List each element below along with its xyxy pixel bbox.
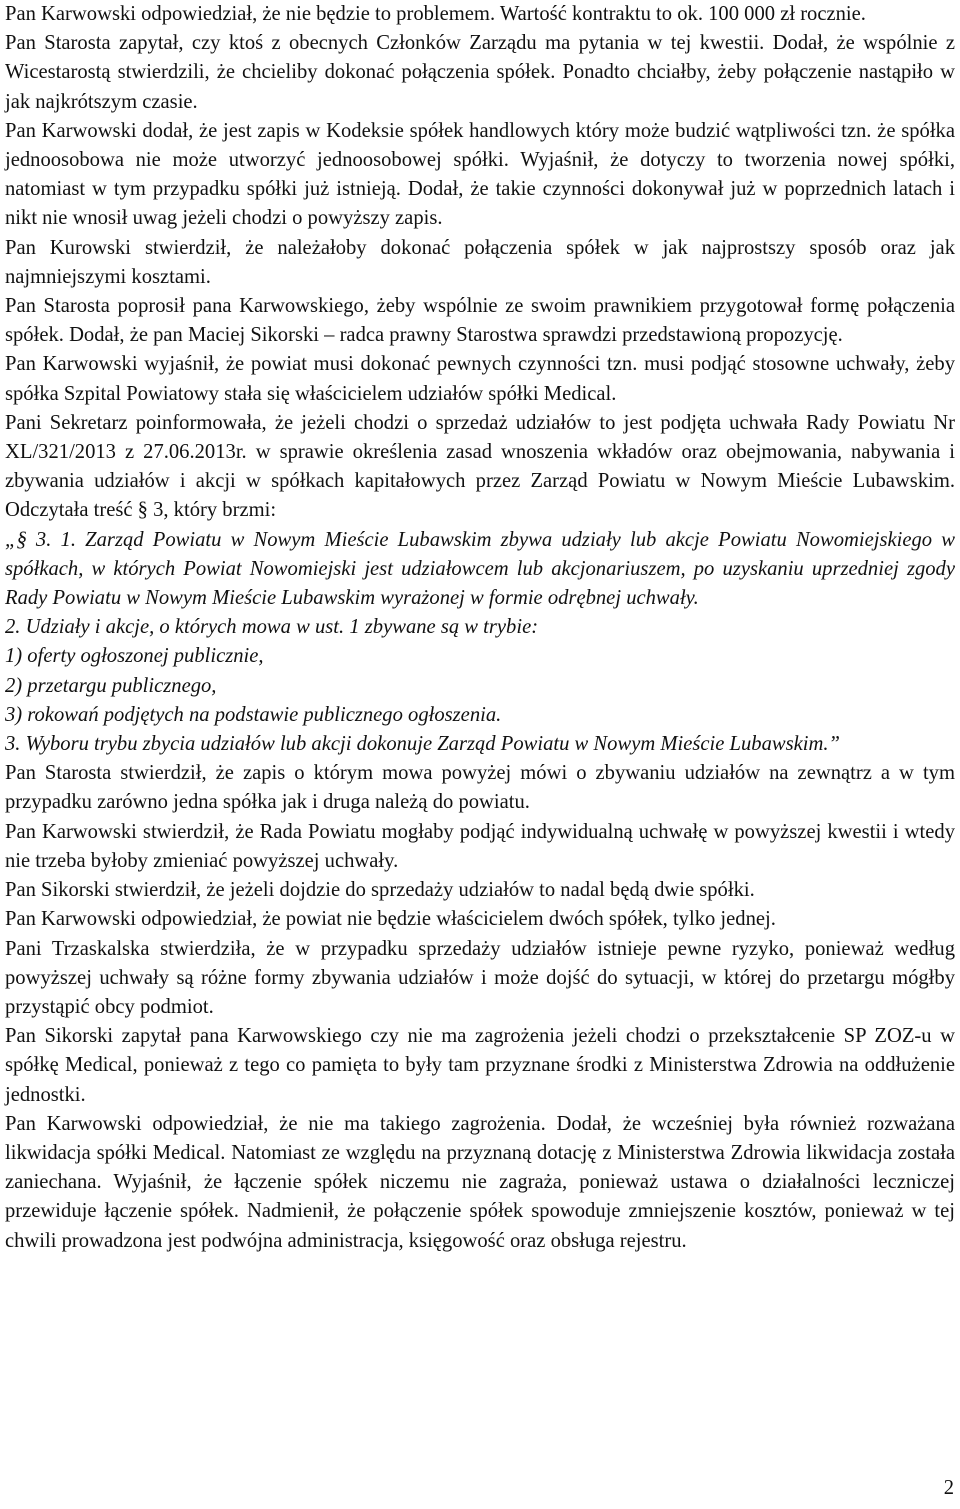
paragraph: Pan Karwowski stwierdził, że Rada Powiatu mogłaby podjąć indywidualną uchwałę w powyższej kwestii i wtedy nie trzeba byłoby zmieniać powyższej uchwały.	[5, 820, 955, 872]
paragraph: 3. Wyboru trybu zbycia udziałów lub akcji dokonuje Zarząd Powiatu w Nowym Mieście Lubawskim.”	[5, 733, 840, 756]
paragraph: Pan Sikorski stwierdził, że jeżeli dojdzie do sprzedaży udziałów to nadal będą dwie spółki.	[5, 879, 755, 902]
paragraph: Pan Starosta poprosił pana Karwowskiego, żeby wspólnie ze swoim prawnikiem przygotował formę połączenia spółek. Dodał, że pan Maciej Sikorski – radca prawny Starostwa sprawdzi przedstawioną propozycję.	[5, 295, 955, 347]
paragraph: Pan Karwowski odpowiedział, że nie będzie to problemem. Wartość kontraktu to ok. 100 000 zł rocznie.	[5, 3, 866, 25]
paragraph: Pan Starosta stwierdził, że zapis o którym mowa powyżej mówi o zbywaniu udziałów na zewnątrz a w tym przypadku zarówno jedna spółka jak i druga należą do powiatu.	[5, 762, 955, 814]
page-number: 2	[943, 1477, 954, 1499]
paragraph: Pani Trzaskalska stwierdziła, że w przypadku sprzedaży udziałów istnieje pewne ryzyko, ponieważ według powyższej uchwały są różne formy zbywania udziałów i może dojść do sytuacji, w której do przetargu mógłby przystąpić obcy podmiot.	[5, 937, 955, 1018]
paragraph: Pan Karwowski dodał, że jest zapis w Kodeksie spółek handlowych który może budzić wątpliwości tzn. że spółka jednoosobowa nie może utworzyć jednoosobowej spółki. Wyjaśnił, że dotyczy to tworzenia nowej spółki, natomiast w tym przypadku spółki już istnieją. Dodał, że takie czynności dokonywał już w poprzednich latach i nikt nie wnosił uwag jeżeli chodzi o powyższy zapis.	[5, 119, 955, 230]
paragraph: Pan Kurowski stwierdził, że należałoby dokonać połączenia spółek w jak najprostszy sposób oraz jak najmniejszymi kosztami.	[5, 236, 955, 288]
paragraph: Pan Sikorski zapytał pana Karwowskiego czy nie ma zagrożenia jeżeli chodzi o przekształcenie SP ZOZ-u w spółkę Medical, ponieważ z tego co pamięta to były tam przyznane środki z Ministerstwa Zdrowia na oddłużenie jednostki.	[5, 1025, 955, 1106]
paragraph: Pani Sekretarz poinformowała, że jeżeli chodzi o sprzedaż udziałów to jest podjęta uchwała Rady Powiatu Nr XL/321/2013 z 27.06.2013r. w sprawie określenia zasad wnoszenia wkładów oraz obejmowania, nabywania i zbywania udziałów i akcji w spółkach kapitałowych przez Zarząd Powiatu w Nowym Mieście Lubawskim. Odczytała treść § 3, który brzmi:	[5, 411, 955, 522]
paragraph: 3) rokowań podjętych na podstawie publicznego ogłoszenia.	[5, 703, 502, 726]
paragraph: Pan Karwowski odpowiedział, że powiat nie będzie właścicielem dwóch spółek, tylko jednej.	[5, 908, 776, 931]
paragraph: 1) oferty ogłoszonej publicznie,	[5, 645, 264, 668]
paragraph: Pan Starosta zapytał, czy ktoś z obecnych Członków Zarządu ma pytania w tej kwestii. Dodał, że wspólnie z Wicestarostą stwierdzili, że chcieliby dokonać połączenia spółek. Ponadto chciałby, żeby połączenie nastąpiło w jak najkrótszym czasie.	[5, 32, 955, 113]
paragraph: „§ 3. 1. Zarząd Powiatu w Nowym Mieście Lubawskim zbywa udziały lub akcje Powiatu Nowomiejskiego w spółkach, w których Powiat Nowomiejski jest udziałowcem lub akcjonariuszem, po uzyskaniu uprzedniej zgody Rady Powiatu w Nowym Mieście Lubawskim wyrażonej w formie odrębnej uchwały.	[5, 528, 955, 610]
paragraph: Pan Karwowski odpowiedział, że nie ma takiego zagrożenia. Dodał, że wcześniej była również rozważana likwidacja spółki Medical. Natomiast ze względu na przyznaną dotację z Ministerstwa Zdrowia likwidacja została zaniechana. Wyjaśnił, że łączenie spółek niczemu nie zagraża, ponieważ ustawa o działalności leczniczej przewiduje łączenie spółek. Nadmienił, że połączenie spółek spowoduje zmniejszenie kosztów, ponieważ w tej chwili prowadzona jest podwójna administracja, księgowość oraz obsługa rejestru.	[5, 1112, 955, 1252]
paragraph: Pan Karwowski wyjaśnił, że powiat musi dokonać pewnych czynności tzn. musi podjąć stosowne uchwały, żeby spółka Szpital Powiatowy stała się właścicielem udziałów spółki Medical.	[5, 353, 955, 405]
document-body	[5, 0, 955, 1256]
paragraph: 2. Udziały i akcje, o których mowa w ust. 1 zbywane są w trybie:	[5, 616, 539, 639]
paragraph: 2) przetargu publicznego,	[5, 674, 217, 697]
